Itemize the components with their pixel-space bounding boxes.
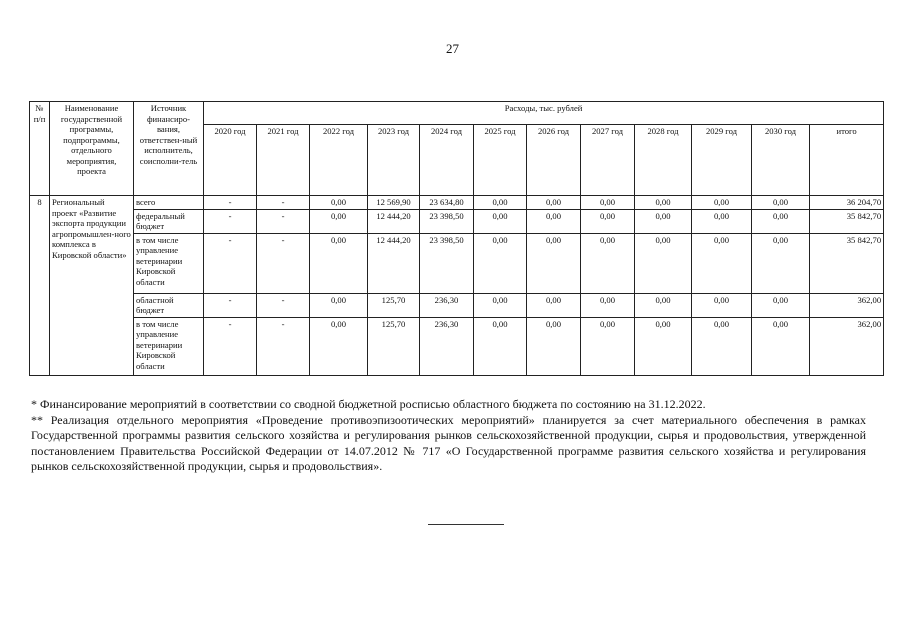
table-cell: 0,00	[310, 233, 368, 293]
table-cell: 23 398,50	[420, 233, 474, 293]
table-cell: -	[257, 209, 310, 233]
table-cell-total: 35 842,70	[810, 233, 884, 293]
end-divider	[428, 524, 504, 525]
table-cell: 0,00	[692, 196, 752, 210]
table-row	[30, 293, 884, 317]
header-name: Наименование государственной программы, подпрограммы, отдельного мероприятия, проекта	[50, 102, 134, 196]
header-year: 2028 год	[635, 125, 692, 196]
table-cell: 23 398,50	[420, 209, 474, 233]
table-cell: -	[257, 317, 310, 375]
table-cell: 0,00	[310, 196, 368, 210]
table-cell: 0,00	[474, 233, 527, 293]
funding-source: в том числе управление ветеринарии Кировской области	[134, 233, 204, 293]
header-total: итого	[810, 125, 884, 196]
table-cell: 0,00	[527, 293, 581, 317]
table-cell: -	[204, 317, 257, 375]
header-year: 2021 год	[257, 125, 310, 196]
page-number: 27	[446, 41, 459, 56]
table-cell-total: 35 842,70	[810, 209, 884, 233]
table-cell: 12 444,20	[368, 233, 420, 293]
funding-source: федеральный бюджет	[134, 209, 204, 233]
project-name: Региональный проект «Развитие экспорта продукции агропромышлен-ного комплекса в Кировской области»	[50, 196, 134, 376]
table-cell: 0,00	[474, 293, 527, 317]
table-row	[30, 209, 884, 233]
table-cell: 0,00	[692, 317, 752, 375]
table-cell: 0,00	[752, 209, 810, 233]
table-cell: 0,00	[752, 233, 810, 293]
header-year: 2022 год	[310, 125, 368, 196]
table-cell: 0,00	[692, 293, 752, 317]
table-cell: 125,70	[368, 293, 420, 317]
table-cell: 0,00	[527, 196, 581, 210]
table-cell: 0,00	[752, 317, 810, 375]
table-cell: 0,00	[310, 293, 368, 317]
table-cell: 0,00	[692, 233, 752, 293]
table-cell: -	[257, 293, 310, 317]
project-number: 8	[30, 196, 50, 376]
table-cell: -	[204, 209, 257, 233]
funding-source: областной бюджет	[134, 293, 204, 317]
footnote-financing: * Финансирование мероприятий в соответствии со сводной бюджетной росписью областного бюджета по состоянию на 31.12.2022.	[31, 397, 706, 411]
table-cell: 0,00	[527, 209, 581, 233]
table-cell: 0,00	[474, 196, 527, 210]
table-cell: 0,00	[527, 317, 581, 375]
table-cell: 0,00	[474, 209, 527, 233]
funding-source: всего	[134, 196, 204, 210]
table-cell: 0,00	[310, 209, 368, 233]
table-cell-total: 362,00	[810, 317, 884, 375]
table-cell: 0,00	[474, 317, 527, 375]
header-year: 2029 год	[692, 125, 752, 196]
table-cell: 125,70	[368, 317, 420, 375]
table-cell: -	[204, 196, 257, 210]
table-cell: -	[257, 233, 310, 293]
table-cell: 12 444,20	[368, 209, 420, 233]
table-cell: 0,00	[692, 209, 752, 233]
footnotes	[31, 397, 866, 475]
header-year: 2027 год	[581, 125, 635, 196]
table-cell: 0,00	[635, 209, 692, 233]
table-cell-total: 362,00	[810, 293, 884, 317]
funding-source: в том числе управление ветеринарии Кировской области	[134, 317, 204, 375]
table-row	[30, 317, 884, 375]
table-cell: 0,00	[635, 293, 692, 317]
header-year: 2024 год	[420, 125, 474, 196]
table-cell: 0,00	[635, 233, 692, 293]
footnote-program: ** Реализация отдельного мероприятия «Проведение противоэпизоотических мероприятий» планируется за счет материального обеспечения в рамках Государственной программы развития сельского хозяйства и регулирования рынков сельскохозяйственной продукции, сырья и продовольствия, утвержденной постановлением Правительства Российской Федерации от 14.07.2012 № 717 «О Государственной программе развития сельского хозяйства и регулирования рынков сельскохозяйственной продукции, сырья и продовольствия».	[31, 412, 866, 474]
table-cell: 0,00	[752, 196, 810, 210]
table-cell: 236,30	[420, 293, 474, 317]
header-no: № п/п	[30, 102, 50, 196]
table-cell: 0,00	[581, 317, 635, 375]
table-row	[30, 233, 884, 293]
table-cell: 0,00	[527, 233, 581, 293]
table-cell-total: 36 204,70	[810, 196, 884, 210]
table-cell: 0,00	[635, 317, 692, 375]
table-cell: 23 634,80	[420, 196, 474, 210]
header-year: 2025 год	[474, 125, 527, 196]
table-cell: 0,00	[310, 317, 368, 375]
table-cell: 0,00	[752, 293, 810, 317]
table-cell: 0,00	[581, 233, 635, 293]
header-source: Источник финансиро-вания, ответствен-ный исполнитель, соисполни-тель	[134, 102, 204, 196]
table-cell: -	[204, 293, 257, 317]
expenses-table	[29, 101, 884, 376]
table-cell: -	[257, 196, 310, 210]
table-cell: 0,00	[581, 293, 635, 317]
table-cell: 0,00	[581, 196, 635, 210]
table-cell: 12 569,90	[368, 196, 420, 210]
header-year: 2023 год	[368, 125, 420, 196]
table-cell: -	[204, 233, 257, 293]
table-cell: 0,00	[635, 196, 692, 210]
table-cell: 236,30	[420, 317, 474, 375]
header-year: 2026 год	[527, 125, 581, 196]
table-row	[30, 196, 884, 210]
header-year: 2020 год	[204, 125, 257, 196]
header-expenses: Расходы, тыс. рублей	[204, 102, 884, 125]
header-year: 2030 год	[752, 125, 810, 196]
table-cell: 0,00	[581, 209, 635, 233]
